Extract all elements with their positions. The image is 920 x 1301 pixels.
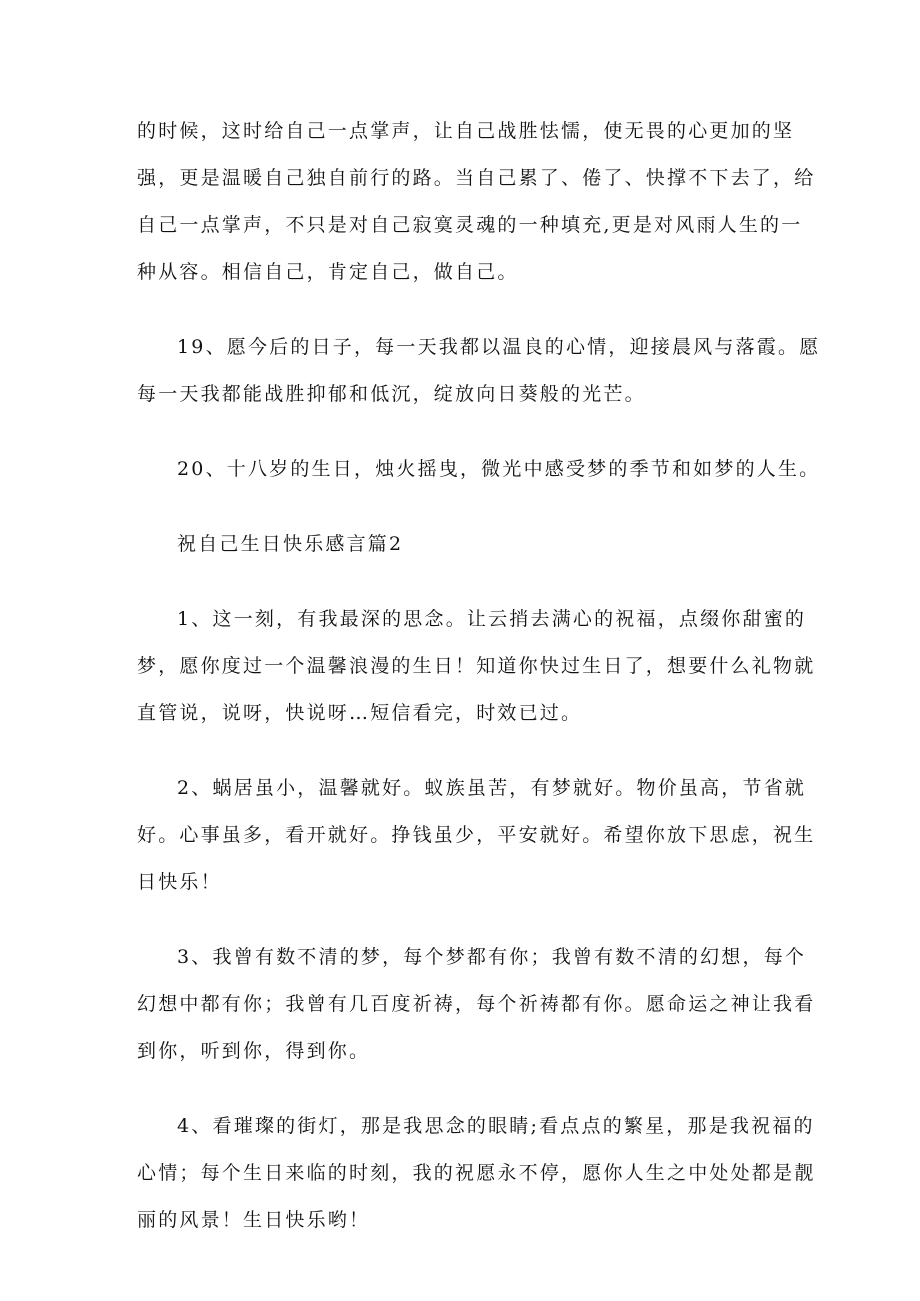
section-heading: 祝自己生日快乐感言篇2 bbox=[177, 533, 404, 555]
paragraph-continuation bbox=[137, 108, 816, 296]
text-line: 丽的风景！生日快乐哟！ bbox=[137, 1209, 371, 1231]
text-line: 自己一点掌声，不只是对自己寂寞灵魂的一种填充,更是对风雨人生的一 bbox=[137, 214, 803, 236]
paragraph-item-1 bbox=[137, 596, 816, 737]
text-line: 幻想中都有你；我曾有几百度祈祷，每个祈祷都有你。愿命运之神让我看 bbox=[137, 993, 816, 1015]
paragraph-item-19 bbox=[137, 324, 821, 418]
paragraph-item-2 bbox=[137, 765, 816, 906]
text-line: 的时候，这时给自己一点掌声，让自己战胜怯懦，使无畏的心更加的坚 bbox=[137, 120, 795, 142]
text-line: 心情；每个生日来临的时刻，我的祝愿永不停，愿你人生之中处处都是靓 bbox=[137, 1162, 816, 1184]
paragraph-item-4 bbox=[137, 1103, 816, 1244]
text-line: 20、十八岁的生日，烛火摇曳，微光中感受梦的季节和如梦的人生。 bbox=[177, 458, 821, 480]
text-line: 种从容。相信自己，肯定自己，做自己。 bbox=[137, 261, 519, 283]
text-line: 2、蜗居虽小，温馨就好。蚁族虽苦，有梦就好。物价虽高，节省就 bbox=[177, 777, 807, 799]
text-line: 到你，听到你，得到你。 bbox=[137, 1040, 371, 1062]
text-line: 3、我曾有数不清的梦，每个梦都有你；我曾有数不清的幻想，每个 bbox=[177, 946, 807, 968]
text-line: 1、这一刻，有我最深的思念。让云捎去满心的祝福，点缀你甜蜜的 bbox=[177, 608, 807, 630]
text-line: 直管说，说呀，快说呀…短信看完，时效已过。 bbox=[137, 702, 583, 724]
paragraph-item-3 bbox=[137, 934, 816, 1075]
paragraph-item-20 bbox=[137, 446, 821, 493]
text-line: 每一天我都能战胜抑郁和低沉，绽放向日葵般的光芒。 bbox=[137, 383, 646, 405]
text-line: 好。心事虽多，看开就好。挣钱虽少，平安就好。希望你放下思虑，祝生 bbox=[137, 824, 816, 846]
text-line: 强，更是温暖自己独自前行的路。当自己累了、倦了、快撑不下去了，给 bbox=[137, 167, 816, 189]
text-line: 4、看璀璨的街灯，那是我思念的眼睛;看点点的繁星，那是我祝福的 bbox=[177, 1115, 815, 1137]
text-line: 日快乐！ bbox=[137, 871, 222, 893]
text-line: 梦，愿你度过一个温馨浪漫的生日！知道你快过生日了，想要什么礼物就 bbox=[137, 655, 816, 677]
text-line: 19、愿今后的日子，每一天我都以温良的心情，迎接晨风与落霞。愿 bbox=[177, 336, 821, 358]
document-body bbox=[137, 108, 821, 1272]
